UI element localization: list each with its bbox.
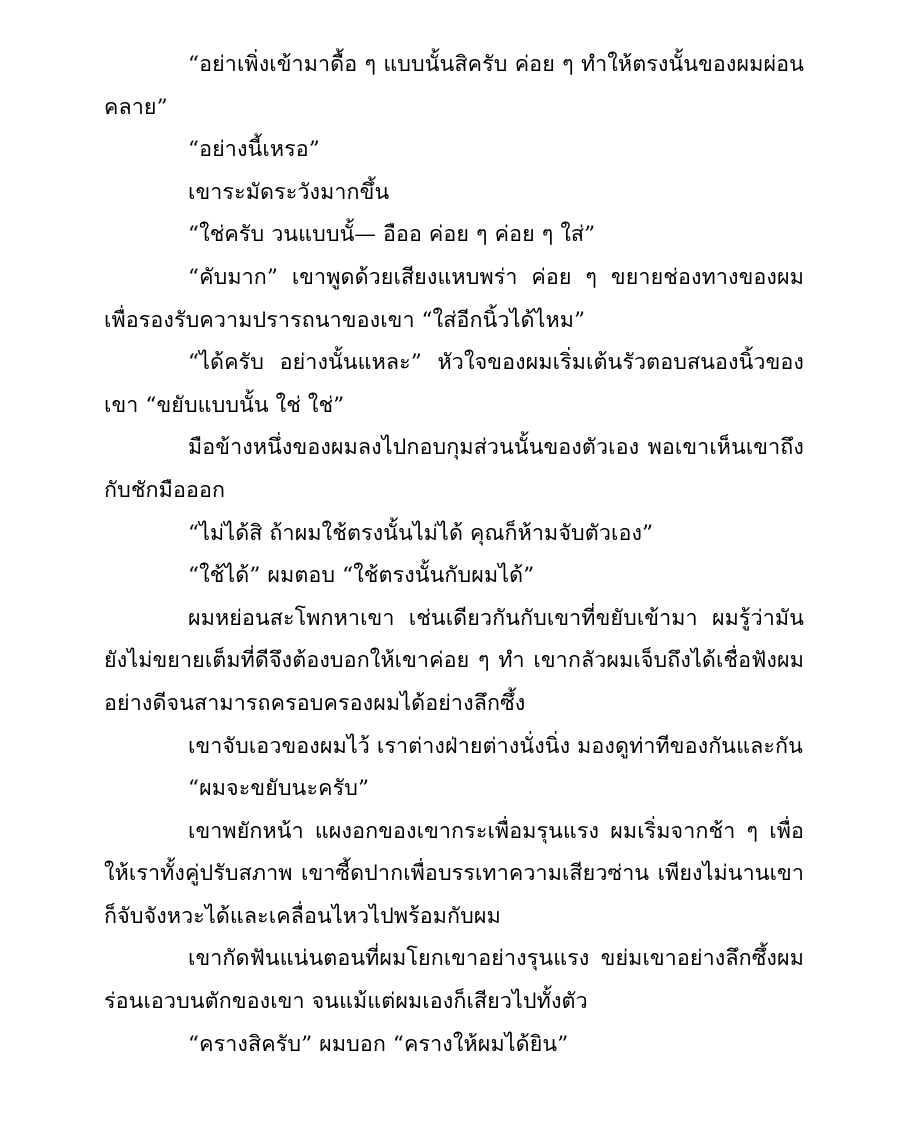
paragraph: “ใช่ครับ วนแบบนั้— อืออ ค่อย ๆ ค่อย ๆ ใส่”	[188, 222, 596, 248]
paragraph: เขากัดฟันแน่นตอนที่ผมโยกเขาอย่างรุนแรง ขย่มเขาอย่างลึกซึ้งผมร่อนเอวบนตักของเขา จนแม้แต่ผมเองก็เสียวไปทั้งตัว	[104, 946, 804, 1015]
paragraph: เขาพยักหน้า แผงอกของเขากระเพื่อมรุนแรง ผมเริ่มจากช้า ๆ เพื่อให้เราทั้งคู่ปรับสภาพ เขาซี้ดปากเพื่อบรรเทาความเสียวซ่าน เพียงไม่นานเขาก็จับจังหวะได้และเคลื่อนไหวไปพร้อมกับผม	[104, 818, 804, 929]
paragraph: เขาจับเอวของผมไว้ เราต่างฝ่ายต่างนั่งนิ่ง มองดูท่าทีของกันและกัน	[188, 733, 803, 759]
story-text	[104, 44, 804, 1066]
paragraph: เขาระมัดระวังมากขึ้น	[188, 179, 390, 205]
paragraph: “ครางสิครับ” ผมบอก “ครางให้ผมได้ยิน”	[188, 1031, 569, 1057]
paragraph: “ไม่ได้สิ ถ้าผมใช้ตรงนั้นไม่ได้ คุณก็ห้ามจับตัวเอง”	[188, 520, 654, 546]
paragraph: “อย่างนี้เหรอ”	[188, 137, 320, 163]
paragraph: “ได้ครับ อย่างนั้นแหละ” หัวใจของผมเริ่มเต้นรัวตอบสนองนิ้วของเขา “ขยับแบบนั้น ใช่ ใช่”	[104, 350, 804, 418]
paragraph: ผมหย่อนสะโพกหาเขา เช่นเดียวกันกับเขาที่ขยับเข้ามา ผมรู้ว่ามันยังไม่ขยายเต็มที่ดีจึงต้องบอกให้เขาค่อย ๆ ทำ เขากลัวผมเจ็บถึงได้เชื่อฟังผมอย่างดีจนสามารถครอบครองผมได้อย่างลึกซึ้ง	[104, 605, 804, 716]
paragraph: “คับมาก” เขาพูดด้วยเสียงแหบพร่า ค่อย ๆ ขยายช่องทางของผมเพื่อรองรับความปรารถนาของเขา “ใส่อีกนิ้วได้ไหม”	[104, 264, 804, 333]
paragraph: “ผมจะขยับนะครับ”	[188, 776, 370, 802]
paragraph: มือข้างหนึ่งของผมลงไปกอบกุมส่วนนั้นของตัวเอง พอเขาเห็นเขาถึงกับชักมือออก	[104, 435, 804, 503]
paragraph: “ใช้ได้” ผมตอบ “ใช้ตรงนั้นกับผมได้”	[188, 563, 535, 589]
paragraph: “อย่าเพิ่งเข้ามาดื้อ ๆ แบบนั้นสิครับ ค่อย ๆ ทำให้ตรงนั้นของผมผ่อนคลาย”	[104, 52, 804, 120]
